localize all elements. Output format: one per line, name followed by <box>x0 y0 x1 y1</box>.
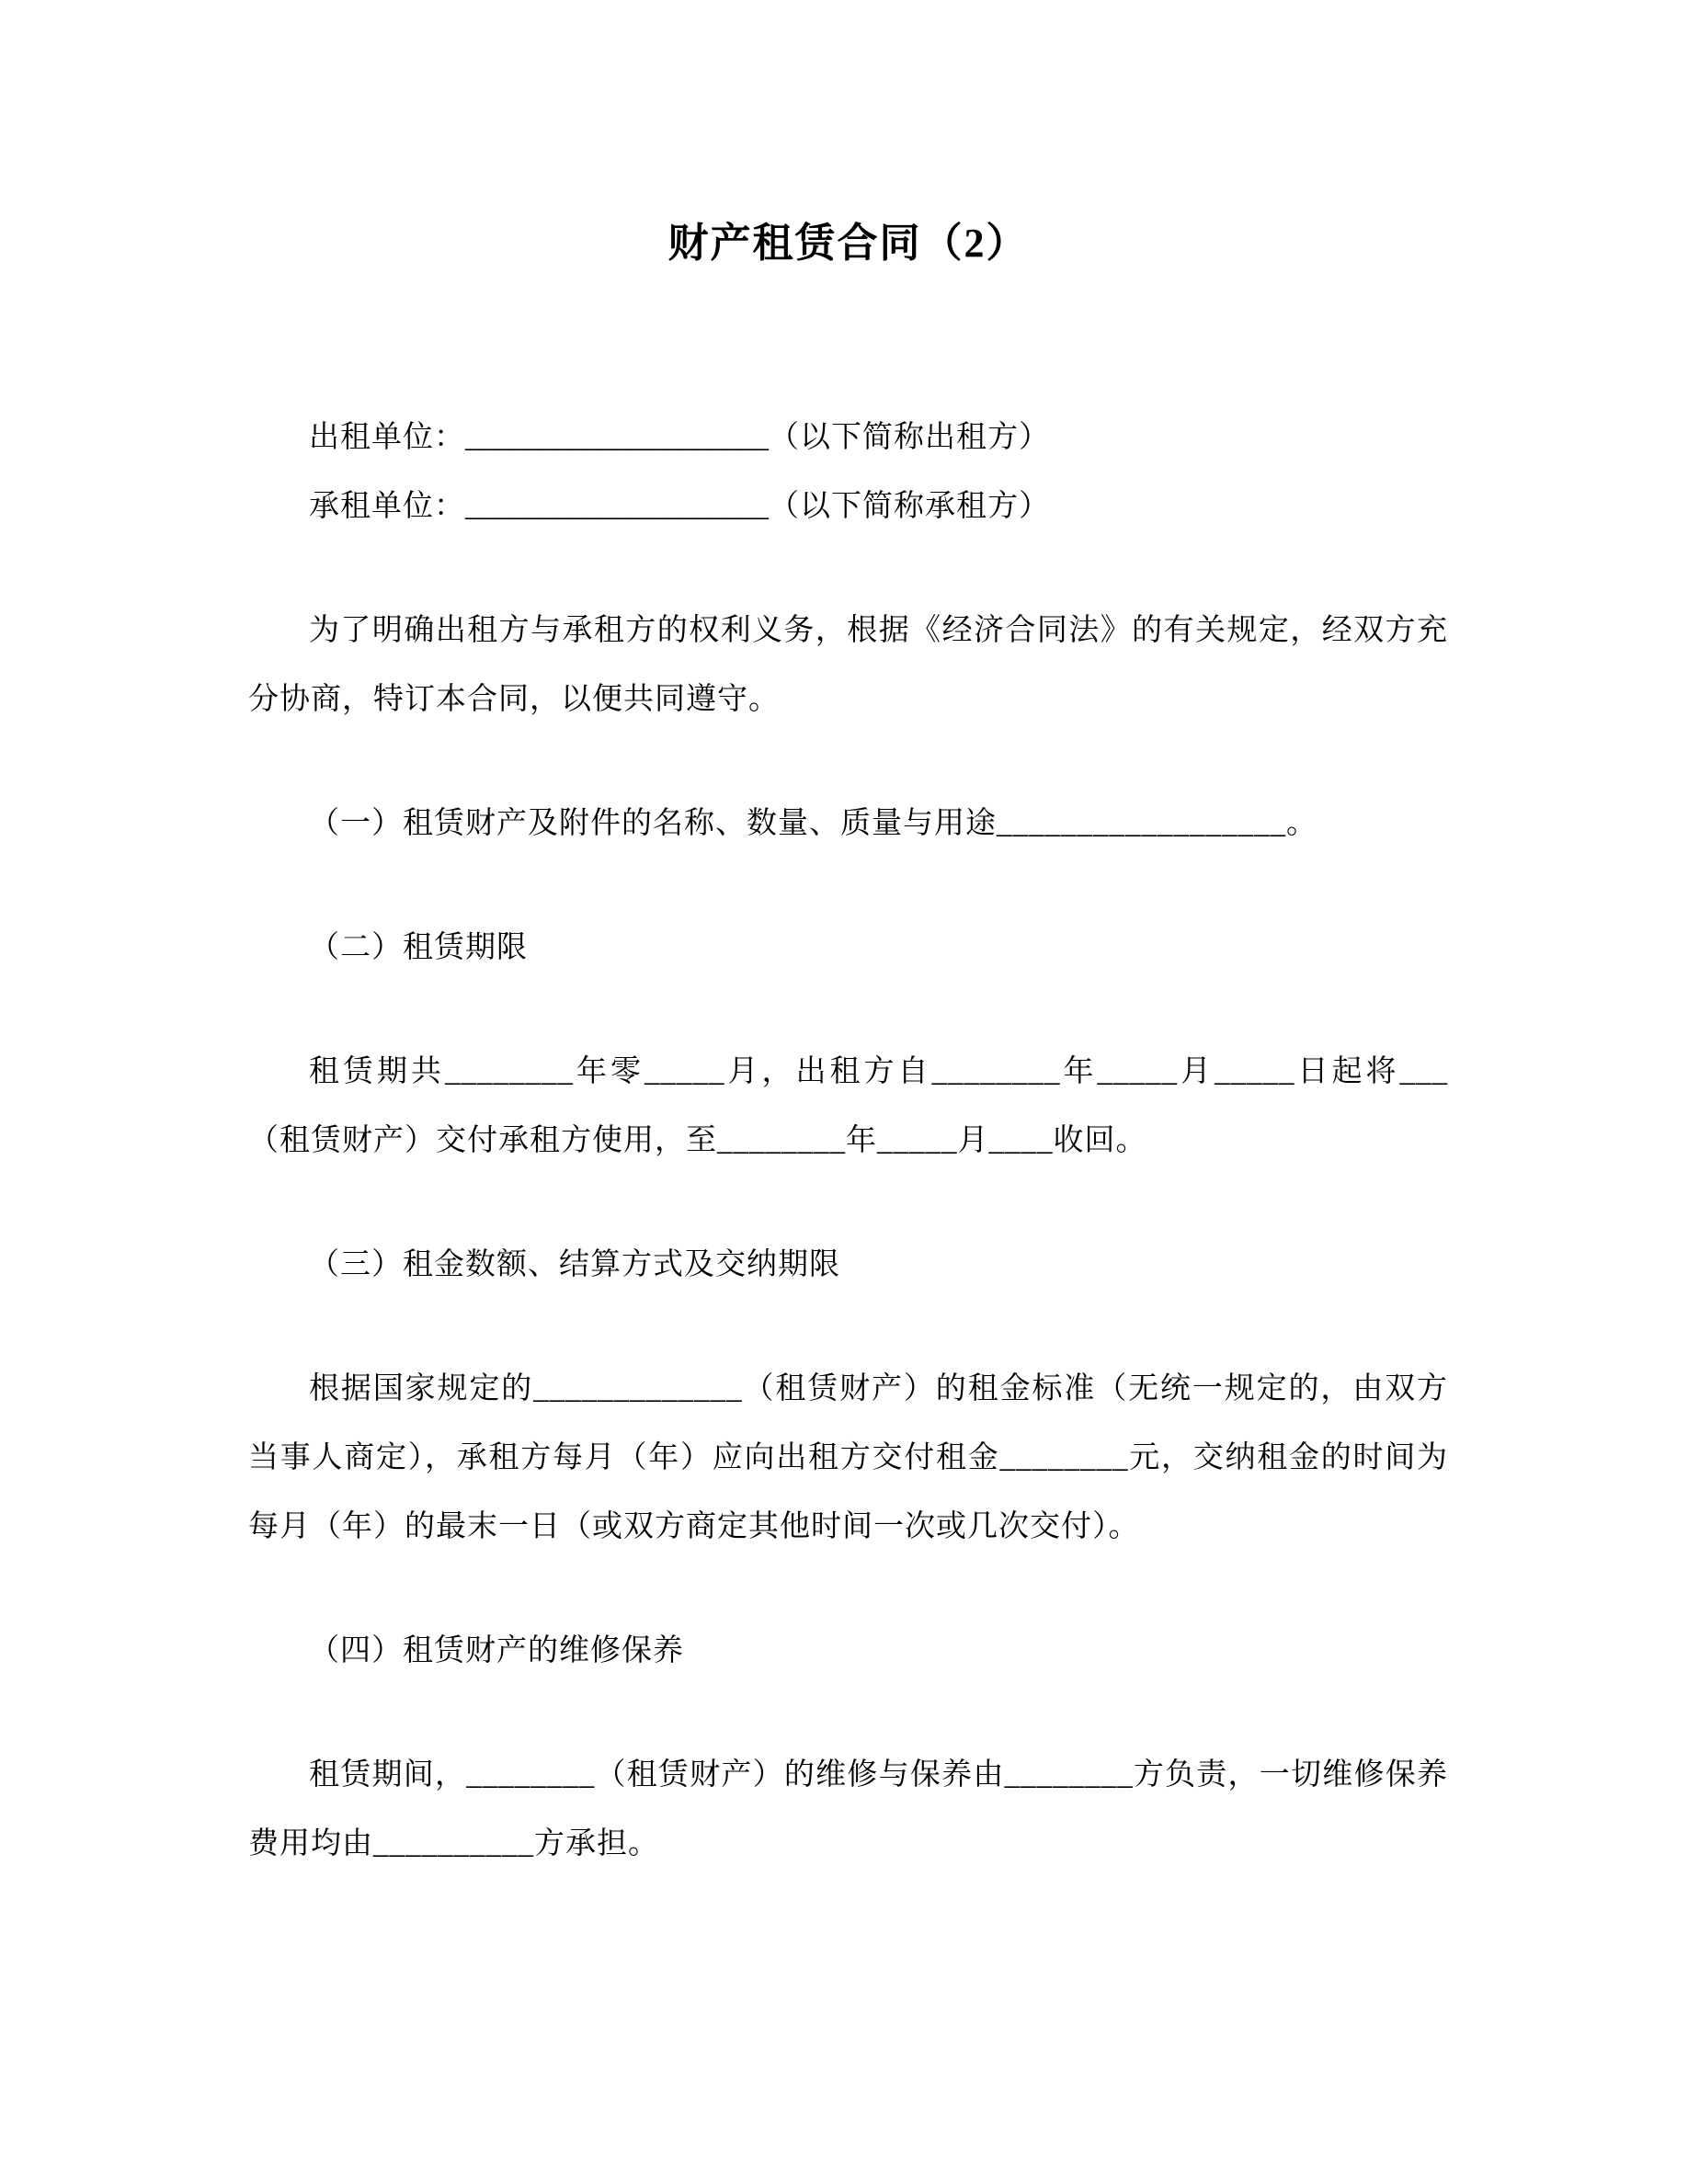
clause-4-body-maintenance: 租赁期间，________（租赁财产）的维修与保养由________方负责，一切维修保养费用均由__________方承担。 <box>248 1757 1448 1860</box>
lessee-suffix: （以下简称承租方） <box>769 489 1050 523</box>
clause-3-heading-rent-payment: （三）租金数额、结算方式及交纳期限 <box>309 1247 840 1281</box>
lessee-line <box>248 472 1448 541</box>
lessor-name-blank: ____________________ <box>465 420 769 454</box>
party-section <box>248 404 1448 541</box>
lessor-line <box>248 404 1448 472</box>
intro-paragraph: 为了明确出租方与承租方的权利义务，根据《经济合同法》的有关规定，经双方充分协商，特订本合同，以便共同遵守。 <box>248 613 1448 716</box>
lessee-label: 承租单位： <box>309 489 465 523</box>
clause-3-body-rent-payment: 根据国家规定的_____________（租赁财产）的租金标准（无统一规定的，由双方当事人商定），承租方每月（年）应向出租方交付租金________元，交纳租金的时间为每月（年）的最末一日（或双方商定其他时间一次或几次交付）。 <box>248 1371 1448 1543</box>
clause-4-heading-maintenance: （四）租赁财产的维修保养 <box>309 1633 684 1667</box>
contract-title: 财产租赁合同（2） <box>667 221 1029 266</box>
clause-1-property-description: （一）租赁财产及附件的名称、数量、质量与用途__________________。 <box>309 806 1317 840</box>
clause-2-heading-lease-term: （二）租赁期限 <box>309 930 528 964</box>
lessee-name-blank: ____________________ <box>465 489 769 523</box>
clause-2-body-lease-term: 租赁期共________年零_____月，出租方自________年_____月_____日起将___（租赁财产）交付承租方使用，至________年_____月____收回。 <box>248 1054 1448 1157</box>
lessor-suffix: （以下简称出租方） <box>769 420 1050 454</box>
lessor-label: 出租单位： <box>309 420 465 454</box>
